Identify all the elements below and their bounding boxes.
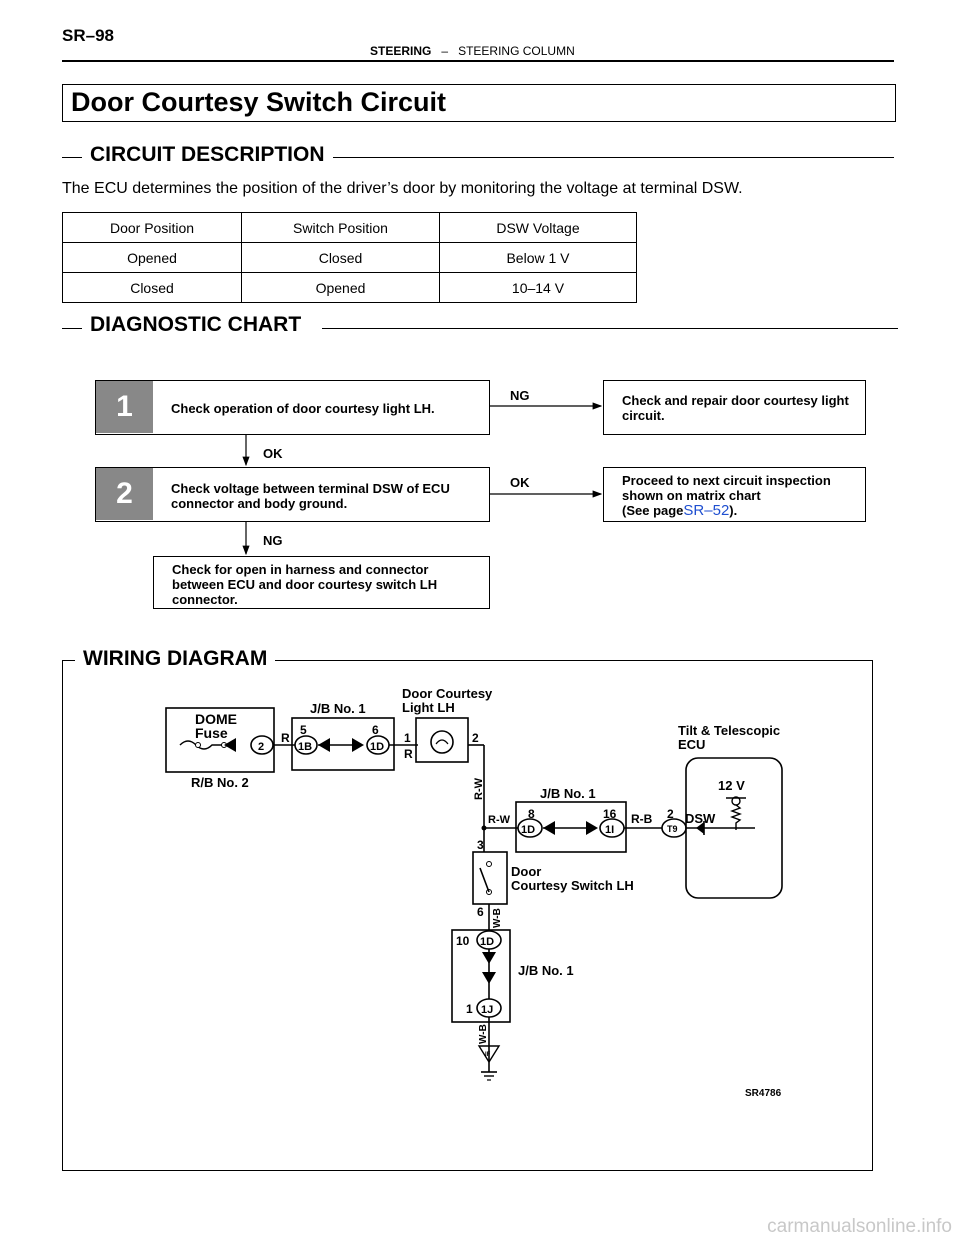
rb-label: R/B No. 2 (191, 775, 249, 790)
pin-label: 10 (456, 934, 470, 948)
resistor-icon (732, 805, 740, 830)
fuse-label: Fuse (195, 725, 228, 741)
conn-label: 1J (481, 1004, 494, 1016)
step-1-result: Check and repair door courtesy light circuit. (622, 393, 849, 423)
step-2-text: Check voltage between terminal DSW of ECU connector and body ground. (171, 481, 450, 511)
dsw-label: DSW (685, 811, 716, 826)
pin-label: 6 (477, 905, 484, 919)
conn-label: 2 (258, 741, 265, 753)
wire-label: R (281, 731, 290, 745)
table-cell: Opened (242, 273, 440, 303)
switch-label: Door (511, 864, 542, 879)
switch-icon (480, 868, 489, 892)
wire-label: R-W (473, 778, 485, 800)
step-1-ng-label: NG (510, 388, 530, 403)
header-separator: – (441, 44, 449, 58)
wire-label: W-B (478, 1024, 489, 1044)
diagnostic-chart-heading: DIAGNOSTIC CHART (82, 313, 309, 337)
pin-label: 1 (466, 1002, 473, 1016)
pin-label: 16 (603, 807, 617, 821)
pin-label: 5 (300, 723, 307, 737)
jb-label: J/B No. 1 (540, 786, 596, 801)
table-cell: 10–14 V (440, 273, 637, 303)
wire-label: R (404, 747, 413, 761)
pin-label: 3 (477, 838, 484, 852)
step-1-number: 1 (96, 381, 153, 433)
jb-label: J/B No. 1 (518, 963, 574, 978)
page-number: SR–98 (62, 26, 114, 45)
conn-label: 1D (521, 824, 536, 836)
table-cell: Opened (63, 243, 242, 273)
subsection-title: STEERING COLUMN (458, 44, 575, 58)
step-1-ok-label: OK (263, 446, 283, 461)
ecu-label: ECU (678, 737, 706, 752)
wire-label: R-W (488, 814, 510, 826)
circuit-description-heading: CIRCUIT DESCRIPTION (82, 143, 333, 167)
table-cell: Closed (242, 243, 440, 273)
wire-label: W-B (492, 908, 503, 928)
wiring-diagram-heading: WIRING DIAGRAM (75, 647, 275, 671)
ecu-label: Tilt & Telescopic (678, 723, 781, 738)
watermark: carmanualsonline.info (767, 1216, 952, 1237)
jb-label: J/B No. 1 (310, 701, 366, 716)
pin-label: 6 (372, 723, 379, 737)
wire-label: R-B (631, 812, 653, 826)
see-page-close: ). (729, 503, 738, 518)
conn-label: 1D (480, 936, 495, 948)
see-page-text: (See page (622, 503, 684, 518)
table-cell: Closed (63, 273, 242, 303)
door-switch-box (473, 852, 507, 904)
table-cell: Below 1 V (440, 243, 637, 273)
table-header: DSW Voltage (440, 213, 637, 243)
page-title: Door Courtesy Switch Circuit (71, 87, 447, 117)
step-2-number: 2 (96, 468, 153, 520)
pin-label: 8 (528, 807, 535, 821)
light-label: Door Courtesy (402, 686, 493, 701)
switch-label: Courtesy Switch LH (511, 878, 634, 893)
page-link[interactable]: SR–52 (683, 502, 730, 519)
table-header: Door Position (63, 213, 242, 243)
bulb-icon (431, 731, 453, 753)
light-label: Light LH (402, 700, 455, 715)
step-1-text: Check operation of door courtesy light LH. (171, 401, 435, 416)
step-2-ok-label: OK (510, 475, 530, 490)
pin-label: 2 (667, 807, 674, 821)
diagram-code: SR4786 (745, 1088, 782, 1099)
pin-label: 2 (472, 731, 479, 745)
step-2-ng-label: NG (263, 533, 283, 548)
voltage-label: 12 V (718, 778, 745, 793)
table-header: Switch Position (242, 213, 440, 243)
conn-label: 1I (605, 824, 615, 836)
section-title: STEERING (370, 44, 432, 58)
pin-label: 1 (404, 731, 411, 745)
conn-label: T9 (667, 824, 678, 834)
step-2-result: Proceed to next circuit inspection shown on matrix chart (622, 473, 831, 503)
fuse-icon (180, 741, 224, 749)
circuit-description-text: The ECU determines the position of the driver’s door by monitoring the voltage at terminal DSW. (62, 180, 743, 197)
dome-label: DOME (195, 711, 237, 727)
ground-point-label: IF (485, 1052, 491, 1058)
final-step-text: Check for open in harness and connector between ECU and door courtesy switch LH connector. (172, 562, 438, 607)
conn-label: 1B (298, 741, 313, 753)
conn-label: 1D (370, 741, 385, 753)
